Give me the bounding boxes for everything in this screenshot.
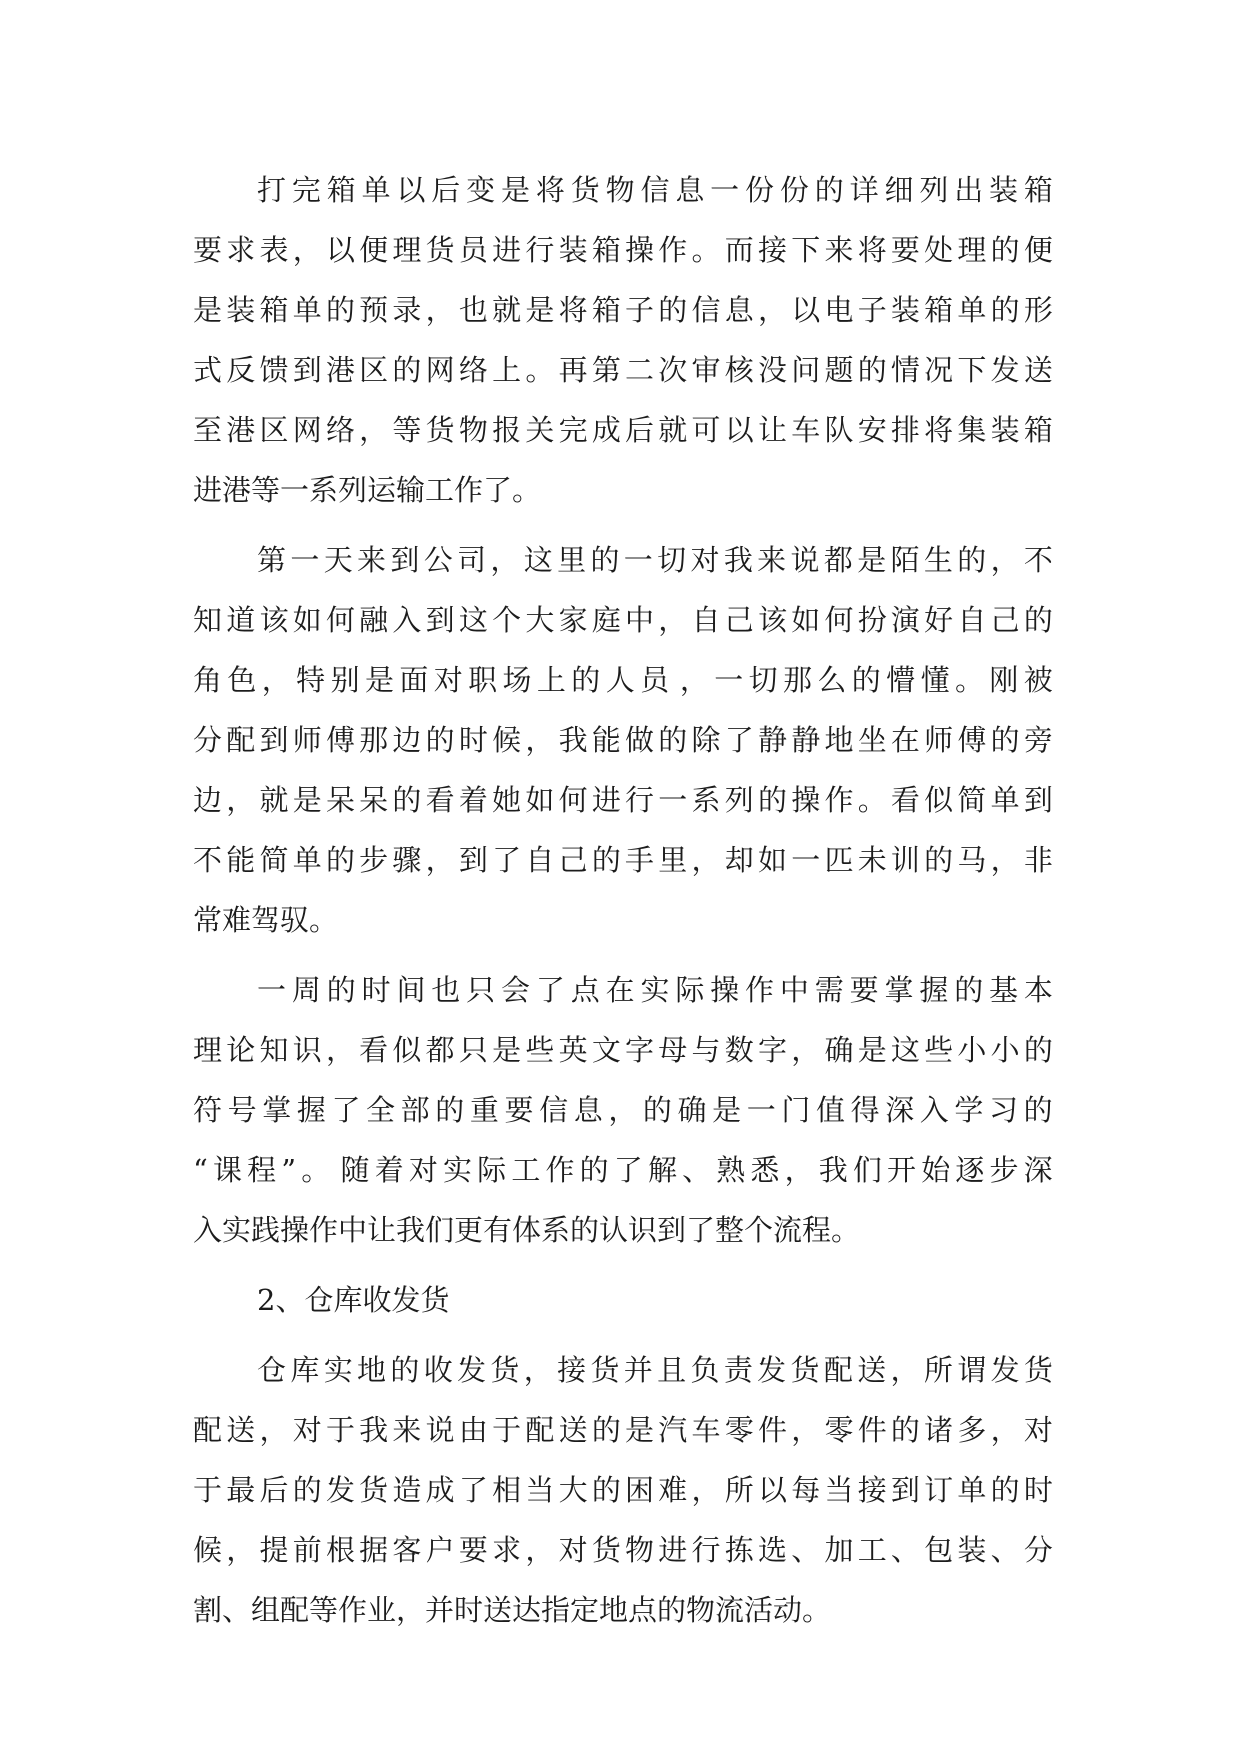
text-line: 要 求 表 ， 以 便 理 货 员 进 行 装 箱 操 作 。 而 接 下 来 将 要 处 理 的 便 [193,233,1053,267]
text-line: 常难驾驭。 [193,903,339,937]
text-line: 割、组配等作业，并时送达指定地点的物流活动。 [193,1593,832,1627]
text-line: 不 能 简 单 的 步 骤 ， 到 了 自 己 的 手 里 ， 却 如 一 匹 未 训 的 马 ， 非 [193,843,1053,877]
text-line: 仓 库 实 地 的 收 发 货 ， 接 货 并 且 负 责 发 货 配 送 ， 所 谓 发 货 [257,1353,1053,1387]
text-line: “ 课 程 ” 。 随 着 对 实 际 工 作 的 了 解 、 熟 悉 ， 我 们 开 始 逐 步 深 [193,1153,1053,1187]
text-line: 理 论 知 识 ， 看 似 都 只 是 些 英 文 字 母 与 数 字 ， 确 是 这 些 小 小 的 [193,1033,1053,1067]
text-line: 一 周 的 时 间 也 只 会 了 点 在 实 际 操 作 中 需 要 掌 握 的 基 本 [257,973,1053,1007]
paragraph [193,160,1053,520]
text-line: 知 道 该 如 何 融 入 到 这 个 大 家 庭 中 ， 自 己 该 如 何 扮 演 好 自 己 的 [193,603,1053,637]
text-line: 配 送 ， 对 于 我 来 说 由 于 配 送 的 是 汽 车 零 件 ， 零 件 的 诸 多 ， 对 [193,1413,1053,1447]
text-line: 打 完 箱 单 以 后 变 是 将 货 物 信 息 一 份 份 的 详 细 列 出 装 箱 [257,173,1053,207]
text-line: 至 港 区 网 络 ， 等 货 物 报 关 完 成 后 就 可 以 让 车 队 安 排 将 集 装 箱 [193,413,1053,447]
text-line: 第 一 天 来 到 公 司 ， 这 里 的 一 切 对 我 来 说 都 是 陌 生 的 ， 不 [257,543,1053,577]
text-line: 式 反 馈 到 港 区 的 网 络 上 。 再 第 二 次 审 核 没 问 题 的 情 况 下 发 送 [193,353,1053,387]
text-line: 入实践操作中让我们更有体系的认识到了整个流程。 [193,1213,861,1247]
text-line: 边 ， 就 是 呆 呆 的 看 着 她 如 何 进 行 一 系 列 的 操 作 。 看 似 简 单 到 [193,783,1053,817]
paragraph [193,1340,1053,1640]
section-heading-text: 2、仓库收发货 [257,1283,450,1317]
text-line: 分 配 到 师 傅 那 边 的 时 候 ， 我 能 做 的 除 了 静 静 地 坐 在 师 傅 的 旁 [193,723,1053,757]
text-line: 是 装 箱 单 的 预 录 ， 也 就 是 将 箱 子 的 信 息 ， 以 电 子 装 箱 单 的 形 [193,293,1053,327]
text-line: 候 ， 提 前 根 据 客 户 要 求 ， 对 货 物 进 行 拣 选 、 加 工 、 包 装 、 分 [193,1533,1053,1567]
document-body [193,160,1053,1640]
paragraph [193,960,1053,1260]
text-line: 符 号 掌 握 了 全 部 的 重 要 信 息 ， 的 确 是 一 门 值 得 深 入 学 习 的 [193,1093,1053,1127]
paragraph [193,530,1053,950]
text-line: 进港等一系列运输工作了。 [193,473,542,507]
section-heading [193,1270,1053,1330]
text-line: 于 最 后 的 发 货 造 成 了 相 当 大 的 困 难 ， 所 以 每 当 接 到 订 单 的 时 [193,1473,1053,1507]
text-line: 角 色 ， 特 别 是 面 对 职 场 上 的 人 员 ， 一 切 那 么 的 懵 懂 。 刚 被 [193,663,1053,697]
